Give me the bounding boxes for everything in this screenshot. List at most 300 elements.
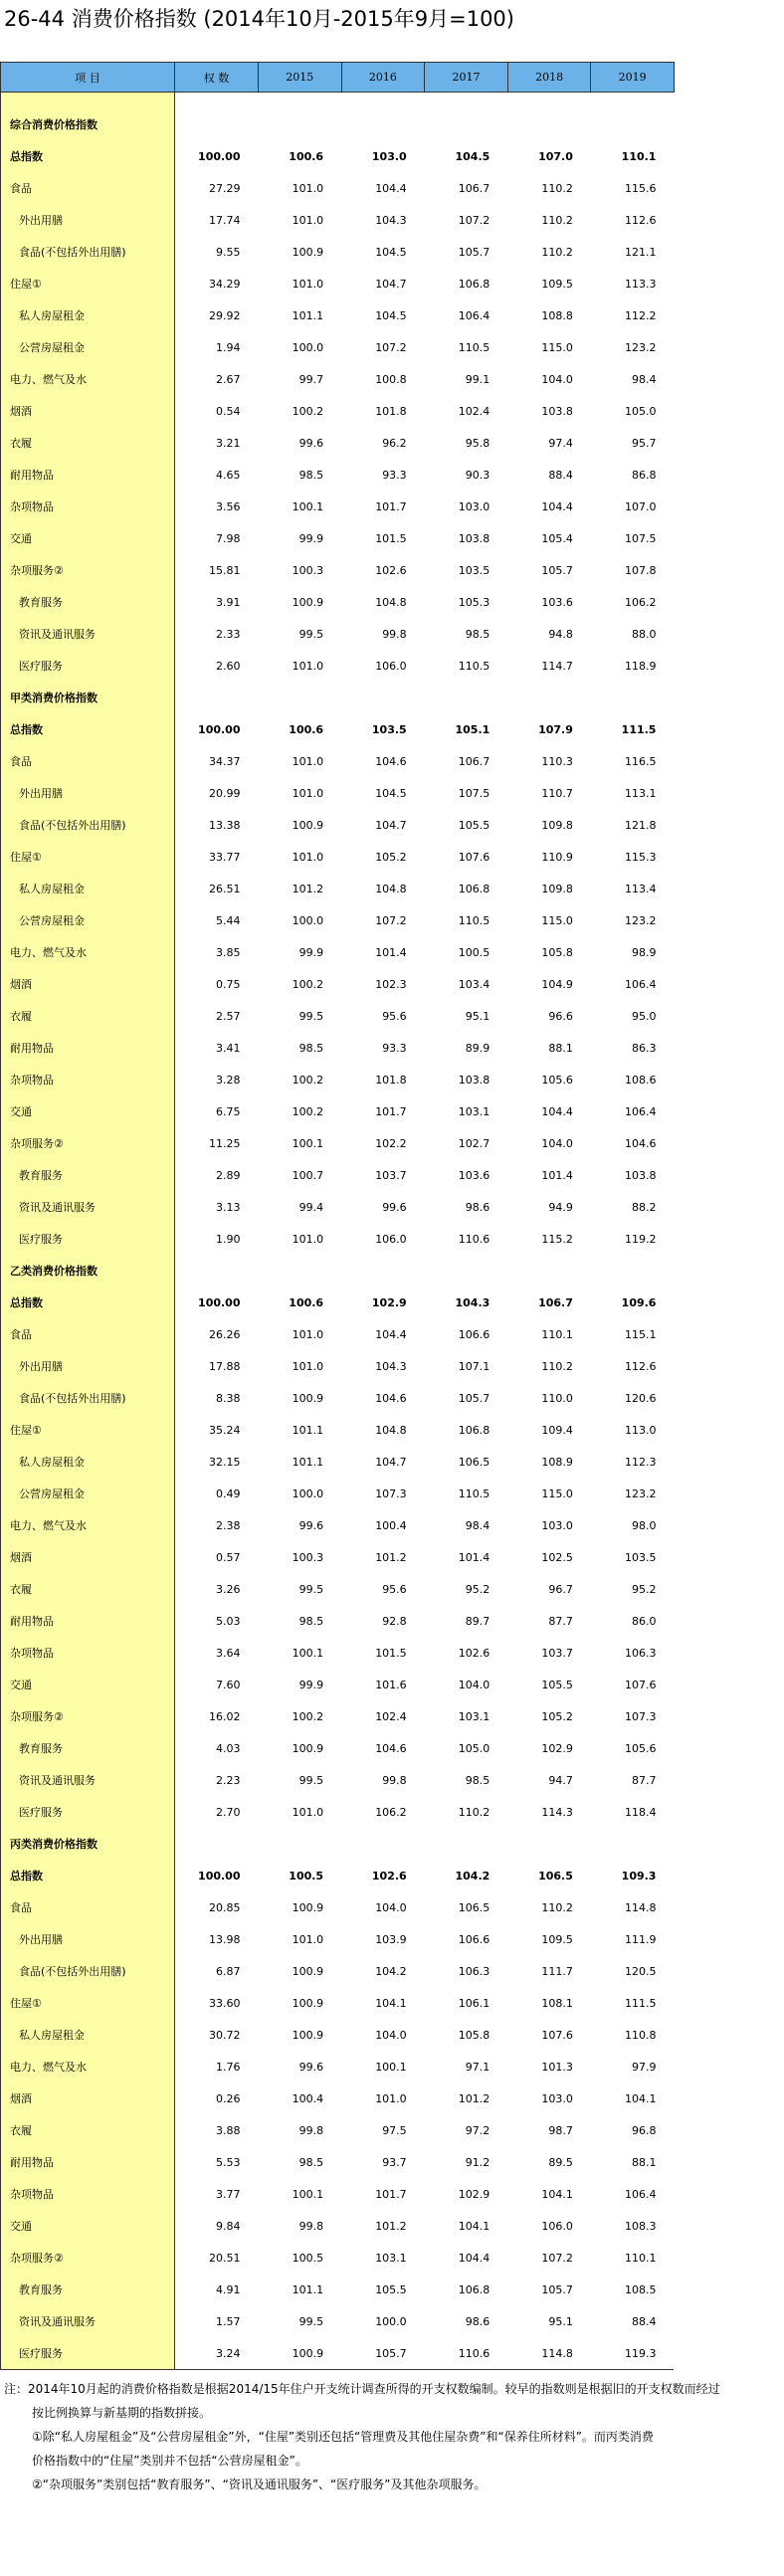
index-cell: 103.0: [541, 1518, 573, 1532]
index-cell: 114.8: [624, 1900, 657, 1914]
table-row: [1, 2019, 675, 2051]
weight-cell: 15.81: [209, 563, 241, 577]
index-cell: 113.4: [624, 882, 657, 895]
row-label: 电力、燃气及水: [1, 2051, 175, 2082]
table-row: [1, 2051, 675, 2082]
index-cell: 100.0: [375, 2314, 407, 2328]
index-cell: 110.2: [541, 1359, 573, 1373]
weight-cell: 5.53: [216, 2155, 241, 2169]
index-cell: 100.9: [259, 2337, 342, 2370]
spacer-row: [1, 93, 675, 109]
weight-cell: 34.37: [209, 754, 241, 768]
table-body: [1, 93, 675, 2370]
index-cell: 104.8: [375, 1423, 407, 1437]
row-label: 食品: [1, 1891, 175, 1923]
index-cell: 110.2: [541, 1900, 573, 1914]
index-cell: 100.9: [292, 818, 324, 832]
index-cell: 106.4: [458, 308, 490, 322]
header-year: 2018: [507, 63, 591, 93]
page-title: 26-44 消费价格指数 (2014年10月-2015年9月=100): [4, 7, 514, 31]
table-row: [1, 968, 675, 1000]
weight-cell: 1.76: [216, 2060, 241, 2074]
index-cell: 92.8: [382, 1614, 407, 1628]
index-cell: 108.5: [624, 2282, 657, 2296]
index-cell: 104.4: [375, 1327, 407, 1341]
index-cell: 94.7: [548, 1773, 573, 1787]
index-cell: 97.2: [465, 2123, 490, 2137]
weight-cell: 9.55: [216, 245, 241, 259]
row-label: 杂项物品: [1, 2178, 175, 2210]
table-row: [1, 1000, 675, 1032]
table-row: [1, 363, 675, 395]
index-cell: 100.1: [292, 1136, 324, 1150]
header-year: 2016: [341, 63, 425, 93]
table-row: [1, 2146, 675, 2178]
index-cell: 109.3: [621, 1869, 657, 1882]
index-cell: 106.8: [458, 882, 490, 895]
row-label: 私人房屋租金: [1, 2019, 175, 2051]
table-row: [1, 554, 675, 586]
row-label: 食品: [1, 172, 175, 204]
index-cell: 95.6: [382, 1582, 407, 1596]
weight-cell: 17.88: [209, 1359, 241, 1373]
index-cell: 106.6: [458, 1327, 490, 1341]
index-cell: 98.9: [631, 945, 657, 959]
index-cell: 88.4: [548, 468, 573, 482]
row-label: 资讯及通讯服务: [1, 618, 175, 650]
index-cell: 101.0: [292, 1232, 324, 1246]
table-row: [1, 1509, 675, 1541]
index-cell: 104.3: [455, 1295, 490, 1309]
index-cell: 98.5: [465, 1773, 490, 1787]
index-cell: 107.5: [458, 786, 490, 800]
row-label: 电力、燃气及水: [1, 936, 175, 968]
index-cell: [507, 1255, 591, 1287]
index-cell: 93.3: [382, 468, 407, 482]
row-label: 杂项服务②: [1, 554, 175, 586]
weight-cell: 6.87: [216, 1964, 241, 1978]
index-cell: 106.5: [458, 1455, 490, 1469]
index-cell: 100.6: [289, 1295, 324, 1309]
table-row: [1, 1860, 675, 1891]
index-cell: 101.0: [375, 2091, 407, 2105]
weight-cell: 0.57: [216, 1550, 241, 1564]
row-label: 综合消费价格指数: [1, 108, 175, 140]
weight-cell: 3.64: [216, 1646, 241, 1660]
index-cell: 97.1: [465, 2060, 490, 2074]
index-cell: 99.1: [465, 372, 490, 386]
index-cell: 95.2: [465, 1582, 490, 1596]
weight-cell: 1.57: [216, 2314, 241, 2328]
index-cell: 106.7: [458, 181, 490, 195]
index-cell: 106.2: [375, 1805, 407, 1819]
index-cell: 101.5: [375, 531, 407, 545]
index-cell: 100.9: [292, 245, 324, 259]
row-label: 耐用物品: [1, 1032, 175, 1064]
index-cell: 115.0: [541, 340, 573, 354]
row-label: 住屋①: [1, 268, 175, 299]
weight-cell: [175, 1255, 259, 1287]
row-label: 资讯及通讯服务: [1, 1191, 175, 1223]
index-cell: 105.2: [541, 1709, 573, 1723]
index-cell: 98.0: [631, 1518, 657, 1532]
index-cell: 100.4: [292, 2091, 324, 2105]
weight-cell: 26.51: [209, 882, 241, 895]
index-cell: 101.7: [375, 1104, 407, 1118]
index-cell: 100.1: [292, 2187, 324, 2201]
index-cell: 110.5: [458, 913, 490, 927]
table-row: [1, 2082, 675, 2114]
index-cell: 101.0: [292, 754, 324, 768]
table-row: [1, 936, 675, 968]
row-label: 外出用膳: [1, 777, 175, 809]
table-row: [1, 1350, 675, 1382]
index-cell: 107.0: [624, 499, 657, 513]
note-line: 价格指数中的“住屋”类别并不包括“公营房屋租金”。: [32, 2454, 307, 2468]
weight-cell: 4.03: [216, 1741, 241, 1755]
index-cell: 101.3: [541, 2060, 573, 2074]
table-row: [1, 427, 675, 459]
index-cell: 100.9: [292, 1900, 324, 1914]
index-cell: 104.2: [375, 1964, 407, 1978]
index-cell: 102.5: [541, 1550, 573, 1564]
row-label: 医疗服务: [1, 2337, 175, 2370]
index-cell: 101.4: [458, 1550, 490, 1564]
index-cell: 115.0: [541, 1486, 573, 1500]
weight-cell: 3.56: [216, 499, 241, 513]
index-cell: 99.7: [298, 372, 324, 386]
index-cell: 101.0: [292, 1327, 324, 1341]
table-row: [1, 1318, 675, 1350]
index-cell: [507, 108, 591, 140]
index-cell: 106.2: [624, 595, 657, 609]
index-cell: 104.6: [375, 1741, 407, 1755]
index-cell: 96.7: [548, 1582, 573, 1596]
index-cell: 101.7: [375, 2187, 407, 2201]
row-label: 公营房屋租金: [1, 904, 175, 936]
index-cell: 104.7: [375, 818, 407, 832]
table-row: [1, 2178, 675, 2210]
index-cell: 103.8: [458, 1073, 490, 1087]
index-cell: 104.2: [455, 1869, 490, 1882]
index-cell: 101.2: [375, 2219, 407, 2233]
index-cell: [425, 1828, 508, 1860]
header-year: 2019: [591, 63, 675, 93]
index-cell: 110.1: [541, 1327, 573, 1341]
row-label: 耐用物品: [1, 2146, 175, 2178]
weight-cell: 3.21: [216, 436, 241, 450]
index-cell: 101.1: [292, 1423, 324, 1437]
index-cell: 100.5: [292, 2251, 324, 2265]
index-cell: 100.2: [292, 1073, 324, 1087]
weight-cell: 16.02: [209, 1709, 241, 1723]
weight-cell: 3.77: [216, 2187, 241, 2201]
weight-cell: 1.94: [216, 340, 241, 354]
index-cell: 106.0: [375, 1232, 407, 1246]
index-cell: 106.7: [458, 754, 490, 768]
index-cell: 101.8: [375, 1073, 407, 1087]
index-cell: 107.6: [624, 1678, 657, 1691]
index-cell: [591, 682, 675, 713]
index-cell: 101.5: [375, 1646, 407, 1660]
index-cell: 104.5: [455, 149, 490, 163]
index-cell: 110.5: [458, 1486, 490, 1500]
index-cell: 87.7: [548, 1614, 573, 1628]
index-cell: 86.3: [631, 1041, 657, 1055]
table-row: [1, 459, 675, 491]
index-cell: 103.1: [375, 2251, 407, 2265]
index-cell: 111.9: [624, 1932, 657, 1946]
table-row: [1, 618, 675, 650]
index-cell: 115.3: [624, 850, 657, 864]
index-cell: 121.8: [624, 818, 657, 832]
row-label: 衣履: [1, 427, 175, 459]
index-cell: 95.1: [465, 1009, 490, 1023]
row-label: 公营房屋租金: [1, 1478, 175, 1509]
index-cell: 103.8: [624, 1168, 657, 1182]
row-label: 杂项物品: [1, 491, 175, 522]
index-cell: 88.4: [631, 2314, 657, 2328]
table-row: [1, 2274, 675, 2305]
index-cell: 95.8: [465, 436, 490, 450]
index-cell: 104.0: [541, 372, 573, 386]
index-cell: [591, 1255, 675, 1287]
index-cell: 86.8: [631, 468, 657, 482]
table-row: [1, 1382, 675, 1414]
index-cell: 119.2: [624, 1232, 657, 1246]
index-cell: 98.5: [298, 1614, 324, 1628]
index-cell: 99.5: [298, 627, 324, 641]
index-cell: 103.8: [458, 531, 490, 545]
index-cell: 104.8: [375, 882, 407, 895]
index-cell: 113.0: [624, 1423, 657, 1437]
row-label: 衣履: [1, 1573, 175, 1605]
index-cell: 114.7: [541, 659, 573, 673]
index-cell: 101.4: [375, 945, 407, 959]
row-label: 交通: [1, 522, 175, 554]
index-cell: 106.0: [541, 2219, 573, 2233]
index-cell: 118.4: [624, 1805, 657, 1819]
table-row: [1, 204, 675, 236]
row-label: 交通: [1, 1095, 175, 1127]
index-cell: 100.5: [458, 945, 490, 959]
table-row: [1, 1095, 675, 1127]
index-cell: 105.7: [341, 2337, 425, 2370]
index-cell: 99.5: [298, 1009, 324, 1023]
index-cell: 115.1: [624, 1327, 657, 1341]
index-cell: 100.0: [292, 913, 324, 927]
row-label: 住屋①: [1, 841, 175, 873]
weight-cell: 2.60: [216, 659, 241, 673]
index-cell: 107.2: [375, 913, 407, 927]
weight-cell: 3.41: [216, 1041, 241, 1055]
index-cell: 109.8: [541, 818, 573, 832]
row-label: 外出用膳: [1, 204, 175, 236]
index-cell: 106.4: [624, 977, 657, 991]
index-cell: 108.9: [541, 1455, 573, 1469]
index-cell: 104.5: [375, 245, 407, 259]
row-label: 资讯及通讯服务: [1, 2305, 175, 2337]
index-cell: 95.2: [631, 1582, 657, 1596]
row-label: 教育服务: [1, 586, 175, 618]
row-label: 食品(不包括外出用膳): [1, 236, 175, 268]
table-row: [1, 1478, 675, 1509]
weight-cell: 5.44: [216, 913, 241, 927]
weight-cell: 7.98: [216, 531, 241, 545]
index-cell: 100.9: [292, 1996, 324, 2010]
weight-cell: 2.38: [216, 1518, 241, 1532]
index-cell: 101.2: [375, 1550, 407, 1564]
table-row: [1, 1541, 675, 1573]
weight-cell: 3.28: [216, 1073, 241, 1087]
weight-cell: 6.75: [216, 1104, 241, 1118]
index-cell: 105.6: [541, 1073, 573, 1087]
row-label: 衣履: [1, 2114, 175, 2146]
index-cell: 104.9: [541, 977, 573, 991]
index-cell: [591, 1828, 675, 1860]
index-cell: 105.7: [458, 1391, 490, 1405]
note-line: 注：2014年10月起的消费价格指数是根据2014/15年住户开支统计调查所得的开支权数编制。较早的指数则是根据旧的开支权数而经过: [4, 2382, 720, 2396]
index-cell: 103.8: [541, 404, 573, 418]
index-cell: 120.5: [624, 1964, 657, 1978]
index-cell: 110.1: [624, 2251, 657, 2265]
table-row: [1, 2305, 675, 2337]
index-cell: 103.5: [458, 563, 490, 577]
index-cell: 97.9: [631, 2060, 657, 2074]
table-row: [1, 1987, 675, 2019]
header-weight: 权 数: [175, 63, 259, 93]
index-cell: 104.5: [375, 786, 407, 800]
index-cell: 110.6: [425, 2337, 508, 2370]
index-cell: 101.0: [292, 659, 324, 673]
index-cell: 99.4: [298, 1200, 324, 1214]
weight-cell: 0.49: [216, 1486, 241, 1500]
table-row: [1, 1127, 675, 1159]
index-cell: 106.8: [458, 277, 490, 291]
table-row: [1, 1223, 675, 1255]
index-cell: 104.4: [375, 181, 407, 195]
index-cell: 103.6: [541, 595, 573, 609]
index-cell: 107.6: [541, 2028, 573, 2042]
index-cell: 93.7: [382, 2155, 407, 2169]
index-cell: 104.6: [624, 1136, 657, 1150]
table-row: [1, 1605, 675, 1637]
index-cell: 119.3: [591, 2337, 675, 2370]
index-cell: 104.1: [375, 1996, 407, 2010]
table-row: [1, 1159, 675, 1191]
weight-cell: 2.57: [216, 1009, 241, 1023]
table-row: [1, 1923, 675, 1955]
index-cell: 106.5: [458, 1900, 490, 1914]
row-label: 医疗服务: [1, 650, 175, 682]
index-cell: 107.2: [458, 213, 490, 227]
index-cell: 109.5: [541, 277, 573, 291]
weight-cell: 20.99: [209, 786, 241, 800]
table-row: [1, 1700, 675, 1732]
table-row: [1, 1414, 675, 1446]
index-cell: 103.9: [375, 1932, 407, 1946]
index-cell: 105.3: [458, 595, 490, 609]
index-cell: 104.1: [541, 2187, 573, 2201]
weight-cell: 33.77: [209, 850, 241, 864]
index-cell: 89.5: [548, 2155, 573, 2169]
index-cell: 103.5: [371, 722, 407, 736]
index-cell: 107.6: [458, 850, 490, 864]
row-label: 总指数: [1, 140, 175, 172]
table-row: [1, 522, 675, 554]
index-cell: 102.9: [458, 2187, 490, 2201]
index-cell: 89.9: [465, 1041, 490, 1055]
weight-cell: [175, 108, 259, 140]
index-cell: 88.1: [631, 2155, 657, 2169]
table-row: [1, 1032, 675, 1064]
index-cell: 101.0: [292, 786, 324, 800]
note-line: 按比例换算与新基期的指数拼接。: [32, 2406, 212, 2420]
weight-cell: 9.84: [216, 2219, 241, 2233]
index-cell: 112.3: [624, 1455, 657, 1469]
weight-cell: 0.54: [216, 404, 241, 418]
table-row: [1, 1637, 675, 1669]
index-cell: 106.8: [458, 1423, 490, 1437]
index-cell: 110.6: [458, 1232, 490, 1246]
index-cell: 108.1: [541, 1996, 573, 2010]
index-cell: 105.8: [458, 2028, 490, 2042]
table-row: [1, 2114, 675, 2146]
index-cell: 112.6: [624, 213, 657, 227]
index-cell: 104.6: [375, 754, 407, 768]
index-cell: 105.7: [458, 245, 490, 259]
index-cell: 100.9: [292, 2028, 324, 2042]
weight-cell: 3.91: [216, 595, 241, 609]
row-label: 烟酒: [1, 2082, 175, 2114]
index-cell: 114.8: [507, 2337, 591, 2370]
index-cell: 111.5: [624, 1996, 657, 2010]
row-label: 公营房屋租金: [1, 331, 175, 363]
row-label: 住屋①: [1, 1414, 175, 1446]
index-cell: 95.6: [382, 1009, 407, 1023]
index-cell: 106.7: [538, 1295, 573, 1309]
table-row: [1, 1191, 675, 1223]
index-cell: 110.7: [541, 786, 573, 800]
index-cell: 104.1: [624, 2091, 657, 2105]
index-cell: 113.1: [624, 786, 657, 800]
weight-cell: 3.26: [216, 1582, 241, 1596]
table-row: [1, 586, 675, 618]
index-cell: 111.7: [541, 1964, 573, 1978]
index-cell: 98.4: [631, 372, 657, 386]
index-cell: 96.8: [631, 2123, 657, 2137]
table-row: [1, 268, 675, 299]
row-label: 总指数: [1, 1287, 175, 1318]
table-row: [1, 1732, 675, 1764]
index-cell: 102.7: [458, 1136, 490, 1150]
index-cell: 100.2: [292, 1104, 324, 1118]
index-cell: 123.2: [624, 913, 657, 927]
header-row: [1, 63, 675, 93]
index-cell: [341, 1828, 425, 1860]
row-label: 耐用物品: [1, 459, 175, 491]
weight-cell: 2.67: [216, 372, 241, 386]
row-label: 杂项服务②: [1, 1127, 175, 1159]
index-cell: 96.6: [548, 1009, 573, 1023]
index-cell: 108.3: [624, 2219, 657, 2233]
index-cell: 99.8: [298, 2219, 324, 2233]
index-cell: 90.3: [465, 468, 490, 482]
index-cell: 101.2: [458, 2091, 490, 2105]
index-cell: 105.2: [375, 850, 407, 864]
index-cell: 99.8: [298, 2123, 324, 2137]
index-cell: [259, 1255, 342, 1287]
